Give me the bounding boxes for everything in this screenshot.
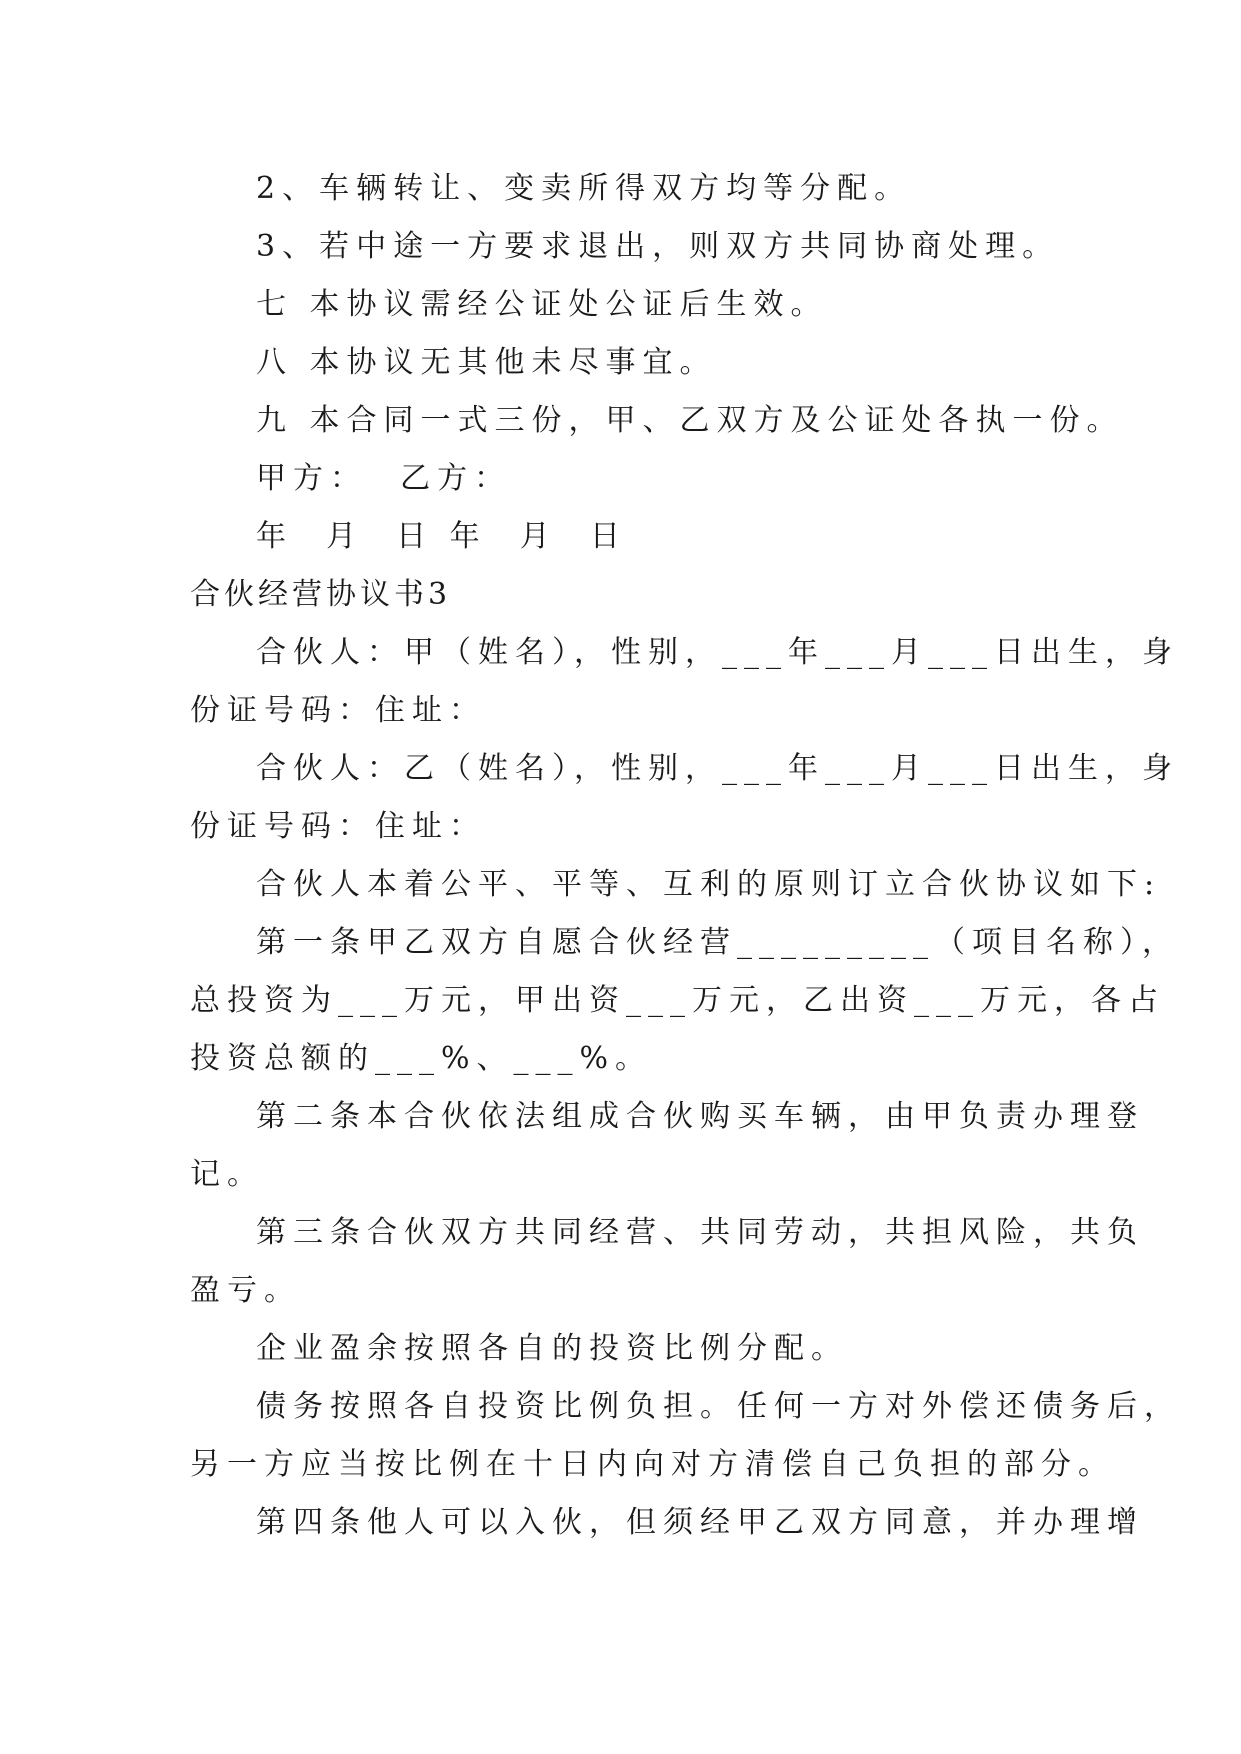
article-4-line-1: 第四条他人可以入伙，但须经甲乙双方同意，并办理增: [256, 1505, 1144, 1540]
article-2-line-1: 第二条本合伙依法组成合伙购买车辆，由甲负责办理登: [256, 1099, 1144, 1134]
article-1-line-3: 投资总额的___%、___%。: [190, 1041, 653, 1076]
article-8-line: 八 本协议无其他未尽事宜。: [256, 345, 717, 380]
partner-a-line-1: 合伙人：甲（姓名），性别，___年___月___日出生，身: [256, 635, 1179, 670]
article-1-line-2: 总投资为___万元，甲出资___万元，乙出资___万元，各占: [190, 983, 1165, 1018]
section-title: 合伙经营协议书3: [190, 577, 452, 612]
document-page: [190, 160, 1181, 1552]
signature-parties-line: 甲方： 乙方：: [256, 461, 512, 496]
signature-date-line: 年 月 日 年 月 日: [256, 519, 627, 554]
clause-2-line: 2、车辆转让、变卖所得双方均等分配。: [256, 171, 912, 206]
article-3-line-2: 盈亏。: [190, 1273, 301, 1308]
partner-b-line-2: 份证号码：住址：: [190, 809, 486, 844]
partner-a-line-2: 份证号码：住址：: [190, 693, 486, 728]
article-2-line-2: 记。: [190, 1157, 264, 1192]
debt-line-1: 债务按照各自投资比例负担。任何一方对外偿还债务后，: [256, 1389, 1181, 1424]
profit-distribution-line: 企业盈余按照各自的投资比例分配。: [256, 1331, 848, 1366]
article-3-line-1: 第三条合伙双方共同经营、共同劳动，共担风险，共负: [256, 1215, 1144, 1250]
article-1-line-1: 第一条甲乙双方自愿合伙经营_________（项目名称），: [256, 925, 1179, 960]
clause-3-line: 3、若中途一方要求退出，则双方共同协商处理。: [256, 229, 1060, 264]
debt-line-2: 另一方应当按比例在十日内向对方清偿自己负担的部分。: [190, 1447, 1115, 1482]
article-9-line: 九 本合同一式三份，甲、乙双方及公证处各执一份。: [256, 403, 1124, 438]
preamble-line: 合伙人本着公平、平等、互利的原则订立合伙协议如下:: [256, 867, 1162, 902]
article-7-line: 七 本协议需经公证处公证后生效。: [256, 287, 828, 322]
partner-b-line-1: 合伙人：乙（姓名），性别，___年___月___日出生，身: [256, 751, 1179, 786]
